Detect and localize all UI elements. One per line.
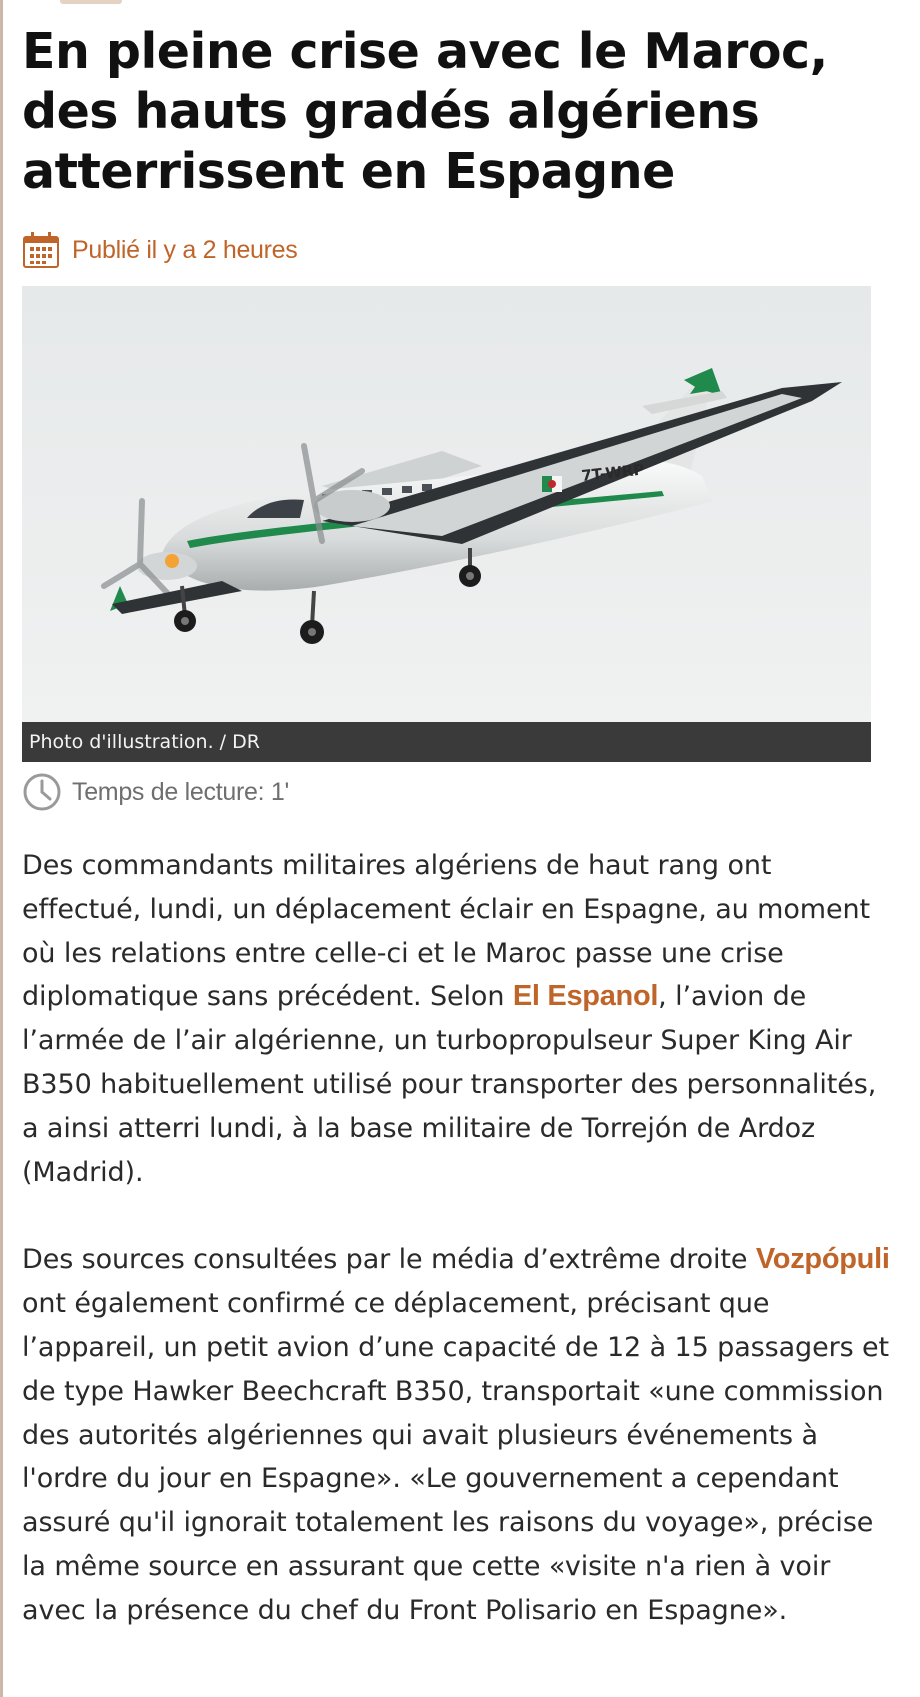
clock-icon [22, 772, 62, 812]
reading-time [22, 772, 289, 812]
reading-time-label: Temps de lecture: 1' [72, 777, 289, 806]
link-el-espanol[interactable]: El Espanol [512, 980, 659, 1013]
article-title: En pleine crise avec le Maroc, des hauts gradés algériens atterrissent en Espagne [22, 23, 828, 200]
paragraph-1: Des commandants militaires algériens de haut rang ont effectué, lundi, un déplacement éclair en Espagne, au moment où les relations entre celle-ci et le Maroc passe une crise diplomatique sans précédent. Selon El Espanol, l’avion de l’armée de l’air algérienne, un turbopropulseur Super King Air B350 habituellement utilisé pour transporter des personnalités, a ainsi atterri lundi, à la base militaire de Torrejón de Ardoz (Madrid). [22, 850, 877, 1188]
left-border [0, 0, 3, 1697]
aircraft-registration: 7T-WRP [580, 460, 646, 485]
link-vozpopuli[interactable]: Vozpópuli [755, 1243, 890, 1276]
paragraph-2: Des sources consultées par le média d’extrême droite Vozpópuli ont également confirmé ce déplacement, précisant que l’appareil, un petit avion d’une capacité de 12 à 15 passagers et de type Hawker Beechcraft B350, transportait «une commission des autorités algériennes qui avait plusieurs événements à l'ordre du jour en Espagne». «Le gouvernement a cependant assuré qu'il ignorait totalement les raisons du voyage», précise la même source en assurant que cette «visite n'a rien à voir avec la présence du chef du Front Polisario en Espagne». [22, 1243, 890, 1626]
publish-info [22, 230, 297, 270]
photo-caption: Photo d'illustration. / DR [22, 722, 871, 762]
top-tab-decoration [60, 0, 122, 4]
article-figure [22, 286, 871, 762]
calendar-icon [22, 231, 60, 269]
publish-date: Publié il y a 2 heures [72, 235, 298, 264]
article-photo [22, 286, 871, 722]
article-body [22, 844, 897, 1677]
